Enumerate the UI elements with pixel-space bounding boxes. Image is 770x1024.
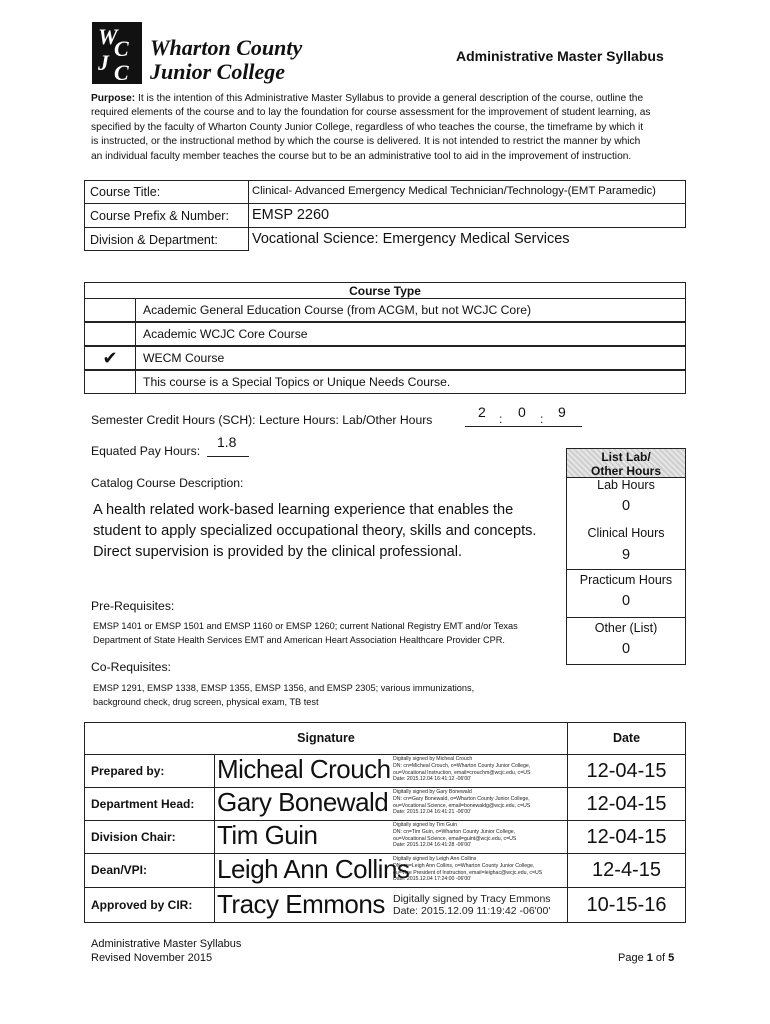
equated-pay-underline xyxy=(207,456,249,457)
sig-date-cell xyxy=(567,787,686,821)
sig-digital-line: Date: 2015.12.04 16:41:28 -06'00' xyxy=(393,842,472,849)
logo-letter: W xyxy=(98,24,118,49)
prereq-label: Pre-Requisites: xyxy=(91,599,175,613)
document-title: Administrative Master Syllabus xyxy=(456,48,664,64)
course-title-value: Clinical- Advanced Emergency Medical Technician/Technology-(EMT Paramedic) xyxy=(252,185,656,197)
coreq-text xyxy=(93,681,613,709)
sig-date: 12-04-15 xyxy=(586,760,667,782)
sig-role-cell xyxy=(84,853,215,888)
sig-date-cell xyxy=(567,853,686,888)
college-name xyxy=(150,36,302,84)
course-type-option: This course is a Special Topics or Unique Needs Course. xyxy=(135,370,686,394)
sig-digital-line: DN: cn=Micheal Crouch, o=Wharton County Junior College, xyxy=(393,762,531,769)
sig-name: Tim Guin xyxy=(217,820,318,850)
signature-heading-cell xyxy=(84,722,568,755)
lab-hours-label: Lab Hours xyxy=(597,478,655,492)
sig-date: 10-15-16 xyxy=(586,894,667,916)
sig-digital-line: Digitally signed by Tracy Emmons xyxy=(393,893,551,905)
sig-digital-line: ou=Vocational Science, email=guint@wcjc.edu, c=US xyxy=(393,835,517,842)
sig-date: 12-04-15 xyxy=(586,826,667,848)
other-hours-label: Other (List) xyxy=(594,621,658,635)
page-current: 1 xyxy=(646,952,653,964)
sig-date-cell xyxy=(567,887,686,923)
catalog-line: student to apply specialized occupational theory, skills and concepts. xyxy=(93,523,537,539)
sig-digital-line: Digitally signed by Micheal Crouch xyxy=(393,756,473,762)
purpose-line: It is the intention of this Administrative Master Syllabus to provide a general description of the course, outline the xyxy=(135,93,644,104)
lab-other-hours-value[interactable]: 9 xyxy=(558,404,566,420)
division-label: Division & Department: xyxy=(90,233,218,247)
sig-signature-cell[interactable] xyxy=(214,754,568,788)
sig-digital-line: Date: 2015.12.04 17:24:00 -06'00' xyxy=(393,876,472,883)
clinical-hours-label: Clinical Hours xyxy=(587,526,665,540)
sig-role: Approved by CIR: xyxy=(91,898,193,912)
sch-underline xyxy=(465,426,582,427)
lecture-hours-value[interactable]: 0 xyxy=(518,404,526,420)
catalog-line: A health related work-based learning experience that enables the xyxy=(93,502,514,518)
course-type-option: Academic WCJC Core Course xyxy=(135,322,686,346)
purpose-label: Purpose: xyxy=(91,93,136,104)
sig-role-cell xyxy=(84,754,215,788)
sig-role: Department Head: xyxy=(91,797,195,811)
catalog-description xyxy=(93,500,563,563)
course-title-label: Course Title: xyxy=(90,185,161,199)
catalog-label: Catalog Course Description: xyxy=(91,476,244,490)
separator: : xyxy=(540,412,544,426)
sig-digital-line: ou=Vice President of Instruction, email=leighac@wcjc.edu, c=US xyxy=(393,869,543,876)
course-type-option: Academic General Education Course (from ACGM, but not WCJC Core) xyxy=(135,298,686,322)
equated-pay-label: Equated Pay Hours: xyxy=(91,444,201,458)
division-value: Vocational Science: Emergency Medical Services xyxy=(252,231,570,247)
sig-role-cell xyxy=(84,820,215,854)
page-number xyxy=(618,951,674,965)
sig-role: Dean/VPI: xyxy=(91,863,148,877)
purpose-line: required elements of the course and to lay the foundation for course assessment for the improvement of student learning, as xyxy=(91,107,651,119)
sig-digital-line: Digitally signed by Gary Bonewald xyxy=(393,789,472,795)
sig-digital-line: DN: cn=Tim Guin, o=Wharton County Junior College, xyxy=(393,828,516,835)
course-type-heading: Course Type xyxy=(84,282,686,299)
course-type-checkbox[interactable] xyxy=(84,370,136,394)
course-type-checkbox-checked[interactable]: ✔ xyxy=(84,346,136,370)
sig-name: Leigh Ann Collins xyxy=(217,854,410,884)
other-hours-value[interactable]: 0 xyxy=(621,641,631,657)
course-type-option: WECM Course xyxy=(135,346,686,370)
page-prefix: Page xyxy=(618,952,647,964)
sig-digital-block xyxy=(393,789,530,816)
sch-label: Semester Credit Hours (SCH): Lecture Hours: Lab/Other Hours xyxy=(91,413,433,427)
date-heading-cell xyxy=(567,722,686,755)
sig-role: Prepared by: xyxy=(91,764,165,778)
coreq-label: Co-Requisites: xyxy=(91,660,171,674)
college-name-line1: Wharton County xyxy=(150,35,303,60)
prereq-text xyxy=(93,619,563,647)
sig-digital-line: Digitally signed by Tim Guin xyxy=(393,822,458,828)
catalog-line: Direct supervision is provided by the clinical professional. xyxy=(93,544,463,560)
sig-role-cell xyxy=(84,887,215,923)
sig-date-cell xyxy=(567,754,686,788)
sig-digital-line: Date: 2015.12.04 16:41:21 -06'00' xyxy=(393,809,472,816)
practicum-hours-label: Practicum Hours xyxy=(579,573,673,587)
sig-date: 12-4-15 xyxy=(592,859,661,881)
sig-digital-line: Digitally signed by Leigh Ann Collins xyxy=(393,856,477,862)
sch-value[interactable]: 2 xyxy=(478,404,486,420)
college-name-line2: Junior College xyxy=(150,59,286,84)
course-prefix-label: Course Prefix & Number: xyxy=(90,209,229,223)
sig-signature-cell[interactable] xyxy=(214,820,568,854)
practicum-hours-value[interactable]: 0 xyxy=(621,593,631,609)
sig-signature-cell[interactable] xyxy=(214,787,568,821)
sig-digital-line: Date: 2015.12.09 11:19:42 -06'00' xyxy=(393,905,551,917)
sig-signature-cell[interactable] xyxy=(214,853,568,888)
page-total: 5 xyxy=(668,952,675,964)
footer-left xyxy=(91,937,241,965)
logo-letter: C xyxy=(114,60,129,85)
logo-letter: C xyxy=(114,36,129,61)
sig-signature-cell[interactable] xyxy=(214,887,568,923)
sig-digital-block xyxy=(393,893,551,917)
purpose-paragraph xyxy=(91,92,691,164)
logo-letter: J xyxy=(98,50,109,75)
coreq-line: background check, drug screen, physical exam, TB test xyxy=(93,697,319,707)
page-of: of xyxy=(652,952,669,964)
sig-date: 12-04-15 xyxy=(586,793,667,815)
divider xyxy=(566,569,686,570)
coreq-line: EMSP 1291, EMSP 1338, EMSP 1355, EMSP 1356, and EMSP 2305; various immunizations, xyxy=(93,683,475,693)
sig-role-cell xyxy=(84,787,215,821)
divider xyxy=(566,617,686,618)
purpose-line: specified by the faculty of Wharton County Junior College, regardless of who teaches the course, the timeframe by which it xyxy=(91,121,644,133)
equated-pay-value[interactable]: 1.8 xyxy=(217,434,237,450)
sig-digital-block xyxy=(393,756,530,783)
lab-hours-title-line: List Lab/ xyxy=(601,450,651,464)
lab-hours-title xyxy=(566,448,686,478)
college-logo xyxy=(92,22,142,84)
sig-name: Tracy Emmons xyxy=(217,889,385,919)
separator: : xyxy=(499,412,503,426)
lab-hours-value[interactable]: 0 xyxy=(621,498,631,514)
sig-digital-line: ou=Vocational Instruction, email=crouchm@wcjc.edu, c=US xyxy=(393,769,531,776)
sig-digital-block xyxy=(393,822,516,849)
sig-name: Micheal Crouch xyxy=(217,754,391,784)
sig-digital-line: Date: 2015.12.04 16:41:12 -06'00' xyxy=(393,776,472,783)
footer-line: Administrative Master Syllabus xyxy=(91,938,242,950)
clinical-hours-value[interactable]: 9 xyxy=(621,547,631,563)
prereq-line: Department of State Health Services EMT and American Heart Association Healthcare Provider CPR. xyxy=(93,635,505,645)
course-prefix-value: EMSP 2260 xyxy=(252,207,330,223)
lab-hours-title-line: Other Hours xyxy=(590,464,661,478)
sig-role: Division Chair: xyxy=(91,830,176,844)
purpose-line: is instructed, or the instructional method by which the course is delivered. It is not intended to restrict the manner by which xyxy=(91,136,641,148)
signature-heading: Signature xyxy=(297,731,355,745)
sig-digital-line: ou=Vocational Science, email=bonewaldg@wcjc.edu, c=US xyxy=(393,802,531,809)
purpose-line: an individual faculty member teaches the course but to be an administrative tool to aid in the improvement of instruction. xyxy=(91,150,632,162)
course-type-checkbox[interactable] xyxy=(84,322,136,346)
course-type-checkbox[interactable] xyxy=(84,298,136,322)
sig-name: Gary Bonewald xyxy=(217,787,389,817)
footer-line: Revised November 2015 xyxy=(91,952,213,964)
date-heading: Date xyxy=(612,731,641,745)
sig-digital-line: DN: cn=Leigh Ann Collins, o=Wharton County Junior College, xyxy=(393,862,535,869)
prereq-line: EMSP 1401 or EMSP 1501 and EMSP 1160 or EMSP 1260; current National Registry EMT and/or Texas xyxy=(93,621,518,631)
sig-date-cell xyxy=(567,820,686,854)
sig-digital-block xyxy=(393,856,542,883)
sig-digital-line: DN: cn=Gary Bonewald, o=Wharton County Junior College, xyxy=(393,795,530,802)
